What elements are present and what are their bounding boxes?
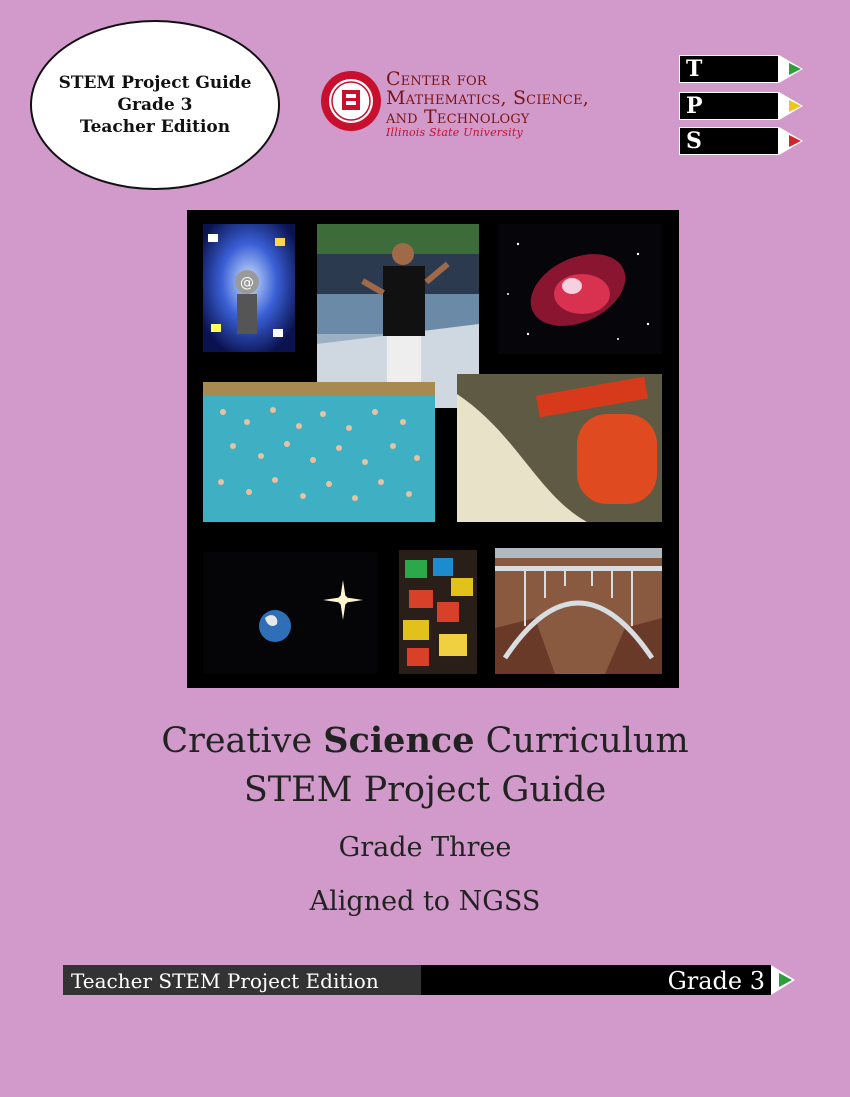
center-logo bbox=[320, 68, 640, 158]
pencil-letter-t: T bbox=[679, 55, 779, 83]
pencil-tip-icon bbox=[779, 127, 805, 155]
center-name-line-3: and Technology bbox=[386, 106, 530, 128]
pencil-s bbox=[675, 127, 805, 155]
pencil-p bbox=[675, 92, 805, 120]
alignment-subtitle: Aligned to NGSS bbox=[309, 886, 541, 917]
footer-pencil-tip-icon bbox=[771, 965, 797, 995]
svg-text:@: @ bbox=[240, 275, 254, 291]
center-name bbox=[386, 70, 589, 139]
pencil-tip-icon bbox=[779, 92, 805, 120]
grade-subtitle: Grade Three bbox=[338, 832, 512, 863]
edition-label: Teacher STEM Project Edition bbox=[63, 965, 421, 995]
main-title-line-1 bbox=[0, 720, 850, 761]
pencil-letter-p: P bbox=[679, 92, 779, 120]
pencil-tip-icon bbox=[779, 55, 805, 83]
badge-line-3: Teacher Edition bbox=[79, 117, 231, 137]
photo-water-pipe-outflow bbox=[457, 374, 662, 522]
pencil-letter-s: S bbox=[679, 127, 779, 155]
title-word-science: Science bbox=[323, 720, 475, 761]
photo-man-on-sailboat bbox=[317, 224, 479, 408]
center-name-line-2: Mathematics, Science, bbox=[386, 87, 589, 109]
title-word-curriculum: Curriculum bbox=[474, 721, 689, 761]
tps-logo bbox=[675, 55, 815, 160]
photo-internet-icons bbox=[203, 224, 295, 352]
main-title-line-2: STEM Project Guide bbox=[243, 770, 607, 810]
photo-earth-and-star bbox=[203, 552, 377, 674]
grade-label: Grade 3 bbox=[667, 967, 765, 995]
university-seal-icon bbox=[320, 70, 382, 132]
university-name: Illinois State University bbox=[386, 126, 523, 139]
edition-bar bbox=[63, 965, 771, 995]
center-name-line-1: Center for bbox=[386, 68, 487, 90]
pencil-t bbox=[675, 55, 805, 83]
edition-badge bbox=[30, 20, 280, 190]
badge-line-1: STEM Project Guide bbox=[58, 73, 252, 93]
photo-orion-nebula bbox=[498, 224, 662, 354]
title-word-creative: Creative bbox=[161, 721, 324, 761]
photo-swimming-pool-crowd bbox=[203, 382, 435, 522]
photo-steel-arch-bridge bbox=[495, 548, 662, 674]
photo-collage bbox=[187, 210, 679, 688]
badge-line-2: Grade 3 bbox=[117, 95, 193, 115]
photo-colored-blocks bbox=[399, 550, 477, 674]
